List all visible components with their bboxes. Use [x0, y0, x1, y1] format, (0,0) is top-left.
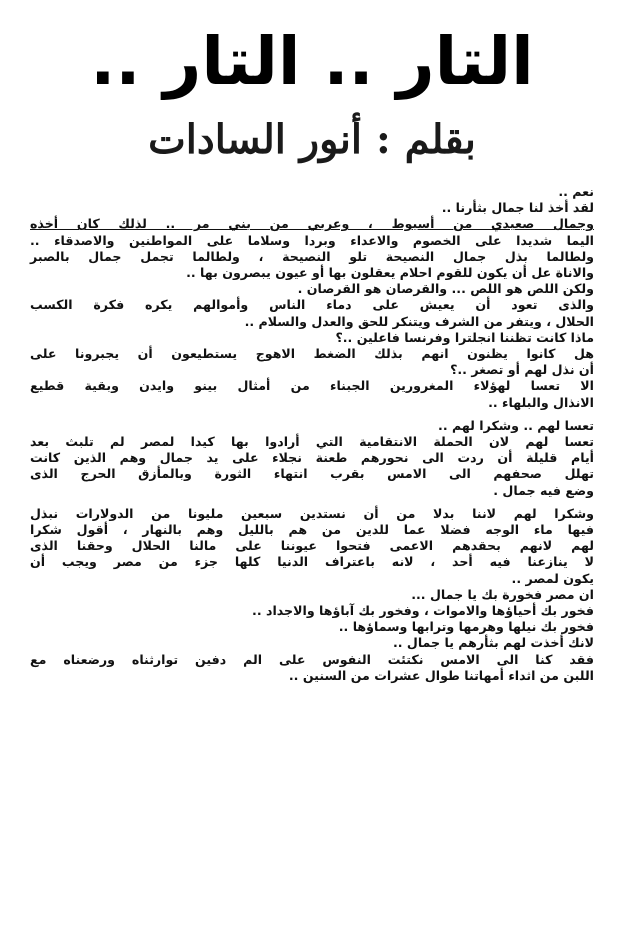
text-line: اليما شديدا على الخصوم والاعداء وبردا وسلاما على المواطنين والاصدقاء .. [30, 232, 594, 248]
text-line: الانذال والبلهاء .. [488, 394, 594, 410]
article-paragraph [30, 281, 594, 297]
headline: التار .. التار .. [90, 23, 534, 100]
text-line: الحلال ، ويتفر من الشرف ويتنكر للحق والعدل والسلام .. [244, 313, 594, 329]
text-line: فيها ماء الوجه فضلا عما للدين من هم بالليل وهم بالنهار ، أقول شكرا [30, 522, 594, 538]
article-paragraph [30, 635, 594, 651]
text-line: نعم .. [558, 184, 594, 199]
article-paragraph [30, 184, 594, 200]
article-paragraph [30, 506, 594, 587]
article-paragraph [30, 330, 594, 346]
byline: بقلم : أنور السادات [148, 116, 476, 163]
article-paragraph [30, 249, 594, 281]
text-line: فخور بك أحياؤها والاموات ، وفخور بك آباؤها والاجداد .. [252, 603, 594, 619]
text-line: أيام قليلة أن ردت الى نحورهم طعنة نجلاء على يد جمال وهم الذين كانت [30, 450, 594, 466]
article-paragraph [30, 418, 594, 434]
article-paragraph [30, 378, 594, 410]
text-line: الا تعسا لهؤلاء المغرورين الجبناء من أمثال بينو وايدن وبقية قطيع [30, 378, 594, 394]
text-line: ولكن اللص هو اللص ... والقرصان هو القرصان . [297, 281, 594, 297]
text-line: فخور بك نيلها وهرمها وترابها وسماؤها .. [338, 619, 594, 635]
text-line: فقد كنا الى الامس نكتئت النفوس على الم دفين توارثناه ورضعناه مع [30, 651, 594, 667]
article-paragraph [30, 652, 594, 684]
text-line: وضع فيه جمال . [493, 482, 594, 498]
article-paragraph [30, 587, 594, 603]
article-paragraph [30, 619, 594, 635]
text-line: تعسا لهم .. وشكرا لهم .. [438, 417, 594, 433]
text-line: لقد أخذ لنا جمال بثأرنا .. [441, 200, 594, 216]
article-paragraph [30, 200, 594, 216]
article-paragraph [30, 603, 594, 619]
text-line: وشكرا لهم لاننا بدلا من أن نستدين سبعين مليونا من الدولارات نبذل [30, 505, 594, 521]
text-line: والذى تعود أن يعيش على دماء الناس وأموالهم يكره فكرة الكسب [30, 297, 594, 313]
article-body [30, 184, 594, 684]
text-line: تهلل صحفهم الى الامس بقرب انتهاء الثورة وبالمأزق الحرج الذى [30, 466, 594, 482]
article-paragraph [30, 216, 594, 248]
text-line: ولطالما بذل جمال النصيحة تلو النصيحة ، ولطالما تجمل جمال بالصبر [30, 248, 594, 264]
text-line: اللبن من اثداء أمهاتنا طوال عشرات من السنين .. [288, 667, 594, 683]
article-paragraph [30, 346, 594, 378]
text-line: لانك أخذت لهم بثأرهم يا جمال .. [392, 635, 594, 651]
article-paragraph [30, 297, 594, 329]
text-line: أن نذل لهم أو تصغر ..؟ [450, 362, 594, 378]
text-line: تعسا لهم لان الحملة الانتقامية التي أرادوا بها كيدا لمصر لم تلبث بعد [30, 434, 594, 450]
paragraph-gap [30, 411, 594, 418]
text-line: ماذا كانت تظننا انجلترا وفرنسا فاعلين ..؟ [335, 329, 594, 345]
text-line: يكون لمصر .. [511, 570, 594, 586]
text-line: لهم لانهم بحقدهم الاعمى فتحوا عيوننا على مالنا الحلال وحقنا الذى [30, 538, 594, 554]
paragraph-gap [30, 499, 594, 506]
text-line: وجمال صعيدي من أسيوط ، وعربي من بني مر .. لذلك كان أخذه [30, 216, 594, 232]
text-line: هل كانوا يظنون انهم بذلك الضغط الاهوج يستطيعون أن يجبرونا على [30, 346, 594, 362]
text-line: لا ينازعنا فيه أحد ، لانه باعتراف الدنيا كلها جزء من مصر ويجب أن [30, 554, 594, 570]
text-line: والاناة عل أن يكون للقوم احلام يعقلون بها أو عيون يبصرون بها .. [186, 265, 594, 281]
article-paragraph [30, 434, 594, 499]
text-line: ان مصر فخورة بك يا جمال ... [411, 586, 594, 602]
